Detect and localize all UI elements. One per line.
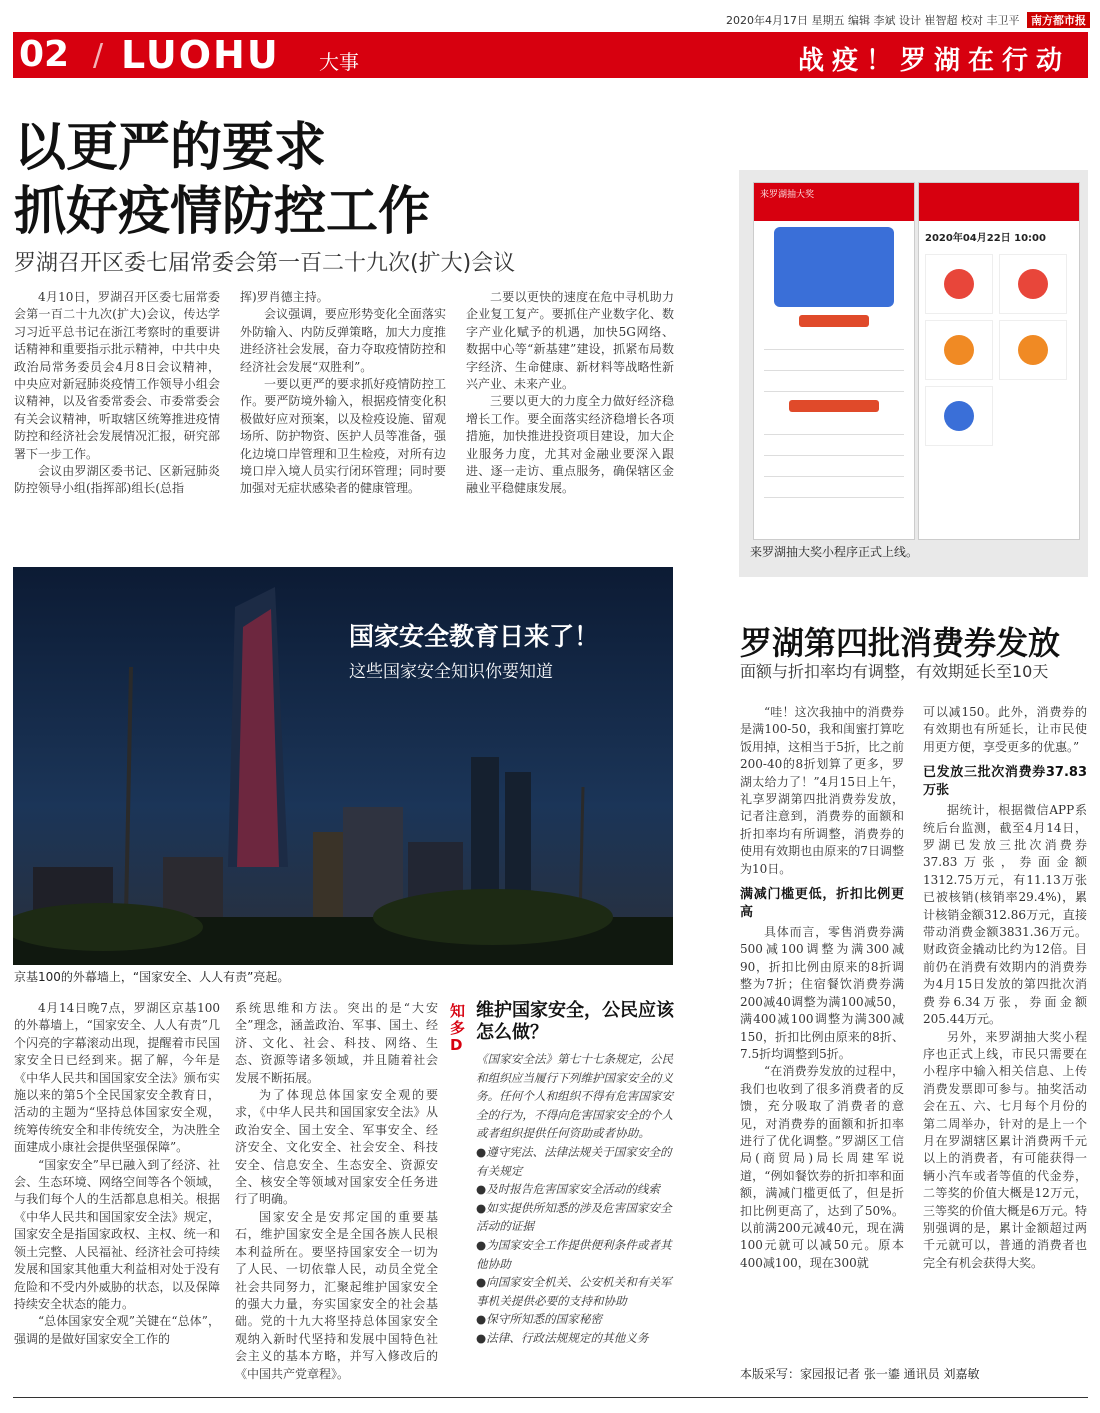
paragraph: 一要以更严的要求抓好疫情防控工作。要严防境外输入，根据疫情变化积极做好应对预案，以及检疫设施、留观场所、防护物资、医护人员等准备，强化边境口岸管理和卫生检疫，对所有边境口岸入境人员实行闭环管理；同时要加强对无症状感染者的健康管理。 — [240, 377, 446, 496]
article3-headline: 罗湖第四批消费券发放 — [740, 624, 1061, 662]
photo-overlay-title: 国家安全教育日来了！ — [349, 622, 600, 651]
paragraph: “总体国家安全观”关键在“总体”，强调的是做好国家安全工作的 — [14, 1314, 220, 1346]
law-item: ●及时报告危害国家安全活动的线索 — [476, 1182, 661, 1197]
knowledge-label: 知多D — [450, 1002, 466, 1054]
coupon-tile — [925, 254, 993, 314]
upload-button — [799, 315, 869, 327]
coupon-icon — [944, 401, 974, 431]
coupon-tile — [925, 320, 993, 380]
headline-line-2: 抓好疫情防控工作 — [14, 181, 431, 242]
form-row — [764, 356, 904, 371]
paragraph: “国家安全”早已融入到了经济、社会、生态环境、网络空间等各个领域，与我们每个人的生活都息息相关。根据《中华人民共和国国家安全法》规定，国家安全是指国家政权、主权、统一和领土完整、人民福祉、经济社会可持续发展和国家其他重大利益相对处于没有危险和不受内外威胁的状态，以及保障持续安全状态的能力。 — [14, 1157, 220, 1311]
section-name: LUOHU — [121, 33, 280, 77]
coupon-grid — [919, 248, 1079, 452]
coupon-tile — [925, 386, 993, 446]
article1-column-3 — [466, 289, 674, 498]
paragraph: “在消费券发放的过程中，我们也收到了很多消费者的反馈，充分吸取了消费者的意见，对消费券的面额和折扣率进行了优化调整。”罗湖区工信局(商贸局)局长周建军说道，“例如餐饮券的折扣率和面额，满减门槛更低了，但是折扣比例更高了，达到了50%。以前满200元减40元，现在满100元就可以减50元。原本400减100，现在300就 — [740, 1064, 904, 1270]
article1-subheadline: 罗湖召开区委七届常委会第一百二十九次(扩大)会议 — [14, 251, 516, 276]
slash-divider: / — [93, 38, 104, 73]
paragraph: 二要以更快的速度在危中寻机助力企业复工复产。要抓住产业数字化、数字产业化赋予的机遇，加快5G网络、数据中心等“新基建”建设，抓紧布局数字经济、生命健康、新材料等战略性新兴产业、未来产业。 — [466, 290, 674, 392]
article3-column-1 — [740, 704, 904, 1272]
paragraph: 会议由罗湖区委书记、区新冠肺炎防控领导小组(指挥部)组长(总指 — [14, 464, 220, 496]
miniapp-photo — [739, 170, 1088, 577]
law-item: ●向国家安全机关、公安机关和有关军事机关提供必要的支持和协助 — [476, 1275, 672, 1308]
paragraph: 国家安全是安邦定国的重要基石，维护国家安全是全国各族人民根本利益所在。要坚持国家安全一切为了人民、一切依靠人民，动员全党全社会共同努力，汇聚起维护国家安全的强大力量，夯实国家安全的社会基础。党的十九大将坚持总体国家安全观纳入新时代坚持和发展中国特色社会主义的基本方略，并写入修改后的《中国共产党章程》。 — [235, 1209, 438, 1381]
section-category: 大事 — [319, 50, 359, 74]
article1-headline — [14, 116, 714, 244]
phone-screen-lottery — [753, 182, 915, 540]
knowledge-title: 维护国家安全，公民应该怎么做？ — [476, 1000, 674, 1043]
paragraph: 会议强调，要应形势变化全面落实外防输入、内防反弹策略，加大力度推进经济社会发展，奋力夺取疫情防控和经济社会发展“双胜利”。 — [240, 307, 446, 374]
paragraph: 为了体现总体国家安全观的要求，《中华人民共和国国家安全法》从政治安全、国土安全、军事安全、经济安全、文化安全、社会安全、科技安全、信息安全、生态安全、资源安全、核安全等领域对国家安全任务进行了明确。 — [235, 1088, 438, 1207]
paragraph: 另外，来罗湖抽大奖小程序也正式上线，市民只需要在小程序中输入相关信息、上传消费发票即可参与。抽奖活动会在五、六、七月每个月份的第二周举办，针对的是上一个月在罗湖辖区累计消费两千元以上的消费者，有可能获得一辆小汽车或者等值的代金券，二等奖的价值大概是12万元，三等奖的价值大概是6万元。特别强调的是，累计金额超过两千元就可以，普通的消费者也完全有机会获得大奖。 — [923, 1029, 1087, 1270]
phone-title: 来罗湖抽大奖 — [754, 183, 914, 221]
coupon-icon — [944, 335, 974, 365]
form-row — [764, 420, 904, 435]
form-row — [764, 483, 904, 498]
paragraph: 系统思维和方法。突出的是“大安全”理念，涵盖政治、军事、国土、经济、文化、社会、科技、网络、生态、资源等诸多领域，并且随着社会发展不断拓展。 — [235, 1001, 438, 1085]
coupon-icon — [1018, 335, 1048, 365]
phone-bar — [919, 183, 1079, 221]
section-subtitle: 已发放三批次消费券37.83万张 — [923, 765, 1087, 799]
issue-meta — [600, 12, 1090, 28]
paragraph: 据统计，根据微信APP系统后台监测，截至4月14日，罗湖已发放三批次消费券37.83万张，券面金额1312.75万元，有11.13万张已被核销(核销率29.4%)，累计核销金额312.86万元，直接带动消费金额3831.36万元。财政资金撬动比约为12倍。目前仍在消费有效期内的消费券为4月15日发放的第四批次消费券6.34万张，券面金额205.44万元。 — [923, 803, 1087, 1027]
article3-subheadline: 面额与折扣率均有调整，有效期延长至10天 — [740, 662, 1049, 681]
article1-column-1 — [14, 289, 220, 498]
article2-column-1 — [14, 1000, 220, 1348]
law-item: ●保守所知悉的国家秘密 — [476, 1312, 603, 1327]
section-banner — [13, 32, 1088, 78]
form-row — [764, 441, 904, 456]
section-subtitle: 满减门槛更低，折扣比例更高 — [740, 887, 904, 921]
miniapp-caption: 来罗湖抽大奖小程序正式上线。 — [750, 545, 919, 559]
law-item: ●为国家安全工作提供便利条件或者其他协助 — [476, 1237, 672, 1271]
law-item: ●法律、行政法规规定的其他义务 — [476, 1330, 649, 1345]
photo-overlay-subtitle: 这些国家安全知识你要知道 — [349, 662, 553, 682]
article2-column-2 — [235, 1000, 438, 1383]
bottom-rule — [13, 1397, 1088, 1398]
form-row — [764, 335, 904, 350]
paragraph: 4月14日晚7点，罗湖区京基100的外幕墙上，“国家安全、人人有责”几个闪亮的字幕滚动出现，提醒着市民国家安全日已经到来。据了解，今年是《中华人民共和国国家安全法》颁布实施以来的第5个全民国家安全教育日，活动的主题为“坚持总体国家安全观，统筹传统安全和非传统安全，为决胜全面建成小康社会提供坚强保障”。 — [14, 1001, 220, 1155]
coupon-tile — [999, 254, 1067, 314]
paragraph: 三要以更大的力度全力做好经济稳增长工作。要全面落实经济稳增长各项措施，加快推进投资项目建设，加大企业服务力度，尤其对金融业要深入跟进、逐一走访、重点服务，确保辖区金融业平稳健康发展。 — [466, 394, 674, 496]
article3-column-2 — [923, 704, 1087, 1272]
headline-line-1: 以更严的要求 — [14, 117, 327, 178]
law-item: ●如实提供所知悉的涉及危害国家安全活动的证据 — [476, 1200, 672, 1234]
form-row — [764, 462, 904, 477]
phone-screen-coupons — [918, 182, 1080, 540]
banner-slogan: 战疫！罗湖在行动 — [797, 46, 1070, 76]
law-item: ●遵守宪法、法律法规关于国家安全的有关规定 — [476, 1144, 672, 1178]
coupon-tile — [999, 320, 1067, 380]
newspaper-logo: 南方都市报 — [1027, 12, 1090, 28]
coupon-icon — [944, 269, 974, 299]
form-row — [764, 377, 904, 392]
page-number: 02 — [19, 34, 70, 75]
night-skyline-photo — [13, 567, 673, 965]
paragraph: “哇！这次我抽中的消费券是满100-50，我和闺蜜打算吃饭用掉，这相当于5折，比之前200-40的8折划算了更多，罗湖太给力了！”4月15日上午，礼享罗湖第四批消费券发放，记者注意到，消费券的面额和折扣率均有所调整，消费券的使用有效期也由原来的7日调整为10日。 — [740, 705, 904, 876]
paragraph: 可以减150。此外，消费券的有效期也有所延长，让市民使用更方便，享受更多的优惠。” — [923, 705, 1087, 754]
paragraph: 4月10日，罗湖召开区委七届常委会第一百二十九次(扩大)会议，传达学习习近平总书记在浙江考察时的重要讲话精神和重要指示批示精神，中共中央政治局常务委员会4月8日会议精神，中央应对新冠肺炎疫情工作领导小组会议精神，以及省委常委会、市委常委会有关会议精神，听取辖区统筹推进疫情防控和经济社会发展情况汇报，研究部署下一步工作。 — [14, 290, 220, 461]
article1-column-2 — [240, 289, 446, 498]
invoice-button — [789, 400, 879, 412]
byline: 本版采写：家园报记者 张一鎏 通讯员 刘嘉敏 — [740, 1367, 980, 1381]
paragraph: 具体而言，零售消费券满500减100调整为满300减90，折扣比例由原来的8折调整为7折；住宿餐饮消费券满200减40调整为满100减50，满400减100调整为满300减150，折扣比例由原来的8折、7.5折均调整到5折。 — [740, 925, 904, 1061]
coupon-icon — [1018, 269, 1048, 299]
phone-hero-illustration — [774, 227, 894, 307]
issue-info: 2020年4月17日 星期五 编辑 李斌 设计 崔智超 校对 丰卫平 — [726, 14, 1020, 27]
photo-caption: 京基100的外幕墙上，“国家安全、人人有责”亮起。 — [14, 970, 290, 984]
law-box — [476, 1050, 676, 1348]
law-intro: 《国家安全法》第七十七条规定，公民和组织应当履行下列维护国家安全的义务。任何个人和组织不得有危害国家安全的行为，不得向危害国家安全的个人或者组织提供任何资助或者协助。 — [476, 1052, 674, 1141]
paragraph: 挥)罗肖德主持。 — [240, 290, 329, 304]
coupon-time: 2020年04月22日 10:00 — [925, 233, 1046, 244]
